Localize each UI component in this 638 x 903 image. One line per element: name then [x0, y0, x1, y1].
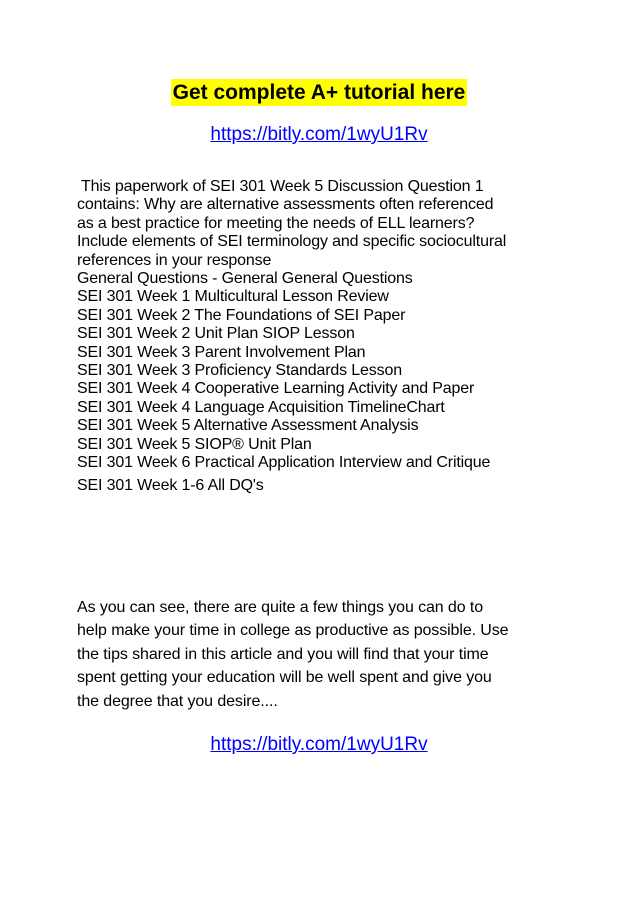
closing-paragraph: [77, 596, 577, 713]
intro-line: Include elements of SEI terminology and specific sociocultural: [77, 233, 507, 251]
title-container: [0, 79, 638, 106]
tutorial-link-top[interactable]: https://bitly.com/1wyU1Rv: [210, 124, 428, 145]
closing-line: help make your time in college as productive as possible. Use: [77, 622, 509, 640]
description-block: [77, 178, 577, 495]
closing-line: the tips shared in this article and you will find that your time: [77, 645, 489, 663]
intro-line: references in your response: [77, 251, 272, 269]
list-item: SEI 301 Week 3 Parent Involvement Plan: [77, 343, 366, 361]
tutorial-link-bottom[interactable]: https://bitly.com/1wyU1Rv: [210, 734, 428, 755]
list-item: SEI 301 Week 5 Alternative Assessment Analysis: [77, 417, 419, 435]
closing-line: spent getting your education will be well spent and give you: [77, 669, 492, 687]
intro-line: This paperwork of SEI 301 Week 5 Discussion Question 1: [81, 178, 484, 195]
list-item: SEI 301 Week 3 Proficiency Standards Lesson: [77, 362, 402, 380]
list-item: SEI 301 Week 1 Multicultural Lesson Review: [77, 288, 389, 306]
page-title: Get complete A+ tutorial here: [172, 81, 466, 104]
list-item: SEI 301 Week 2 The Foundations of SEI Paper: [77, 306, 406, 324]
list-item: SEI 301 Week 4 Language Acquisition TimelineChart: [77, 398, 445, 416]
list-item: General Questions - General General Questions: [77, 270, 413, 288]
list-item: SEI 301 Week 2 Unit Plan SIOP Lesson: [77, 325, 355, 343]
closing-line: the degree that you desire....: [77, 692, 278, 710]
list-item: SEI 301 Week 1-6 All DQ's: [77, 476, 264, 494]
closing-line: As you can see, there are quite a few things you can do to: [77, 599, 484, 616]
list-item: SEI 301 Week 5 SIOP® Unit Plan: [77, 435, 312, 453]
intro-line: as a best practice for meeting the needs of ELL learners?: [77, 214, 475, 232]
intro-line: contains: Why are alternative assessments often referenced: [77, 196, 494, 214]
top-link-container: [0, 123, 638, 148]
list-item: SEI 301 Week 6 Practical Application Interview and Critique: [77, 454, 491, 472]
bottom-link-container: [0, 733, 638, 758]
list-item: SEI 301 Week 4 Cooperative Learning Activity and Paper: [77, 380, 475, 398]
